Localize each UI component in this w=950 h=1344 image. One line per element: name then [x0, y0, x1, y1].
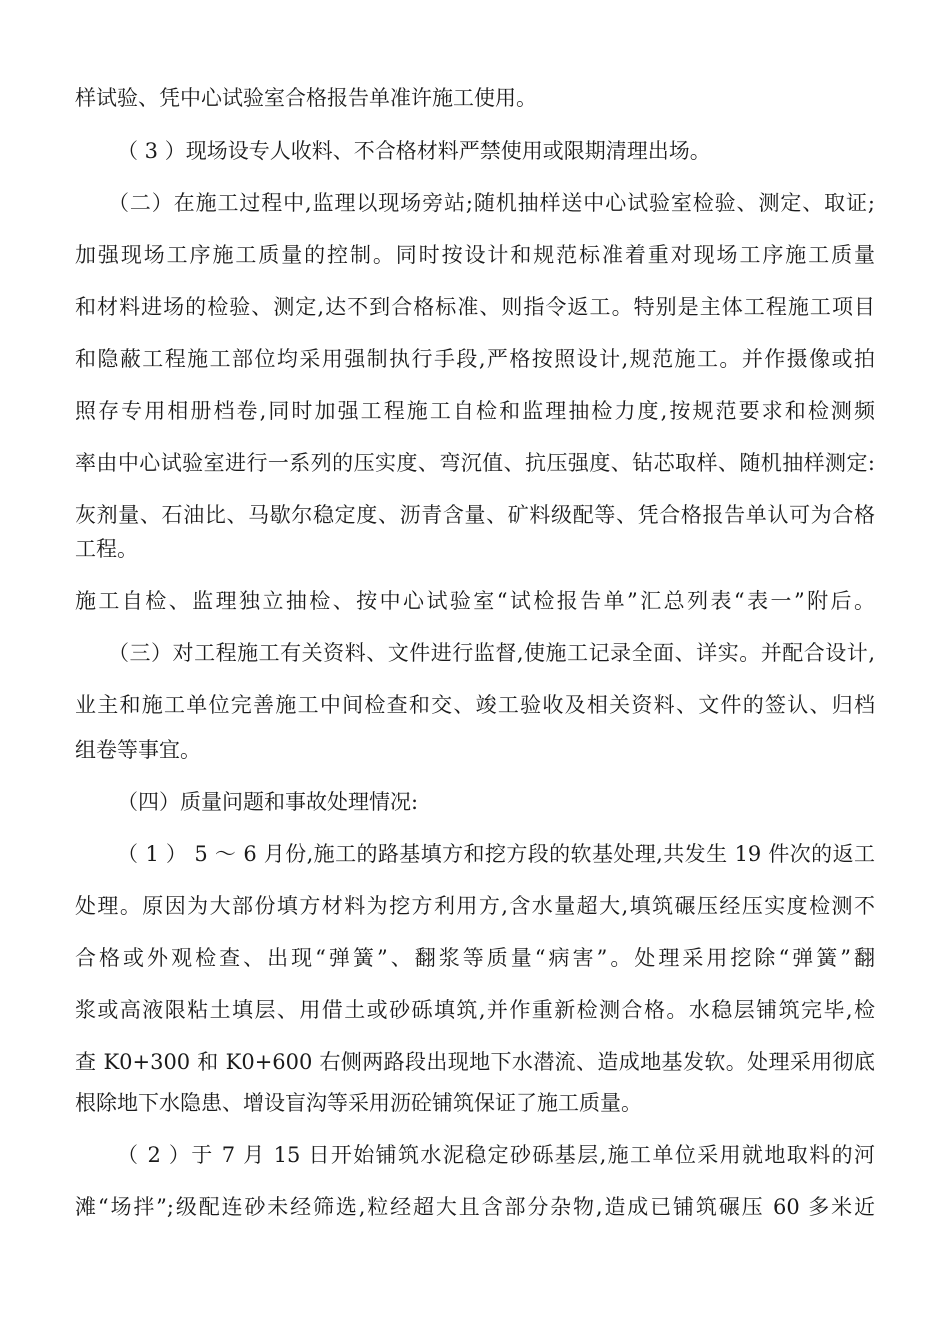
text-line-11: 施工自检、监理独立抽检、按中心试验室“试检报告单”汇总列表“表一”附后。	[75, 589, 875, 613]
text-line-6: 和隐蔽工程施工部位均采用强制执行手段,严格按照设计,规范施工。并作摄像或拍	[75, 347, 875, 371]
text-line-7: 照存专用相册档卷,同时加强工程施工自检和监理抽检力度,按规范要求和检测频	[75, 399, 875, 423]
text-line-9: 灰剂量、石油比、马歇尔稳定度、沥青含量、矿料级配等、凭合格报告单认可为合格	[75, 503, 875, 527]
text-line-13: 业主和施工单位完善施工中间检查和交、竣工验收及相关资料、文件的签认、归档	[75, 693, 875, 717]
text-line-16: （ 1 ） 5 ～ 6 月份,施工的路基填方和挖方段的软基处理,共发生 19 件次的返工	[117, 842, 875, 866]
text-line-18: 合格或外观检查、出现“弹簧”、翻浆等质量“病害”。处理采用挖除“弹簧”翻	[75, 946, 875, 970]
text-line-1: 样试验、凭中心试验室合格报告单准许施工使用。	[75, 86, 537, 110]
text-line-14: 组卷等事宜。	[75, 738, 201, 762]
text-line-19: 浆或高液限粘土填层、用借土或砂砾填筑,并作重新检测合格。水稳层铺筑完毕,检	[75, 998, 875, 1022]
text-line-22: （ 2 ）于 7 月 15 日开始铺筑水泥稳定砂砾基层,施工单位采用就地取料的河	[117, 1143, 875, 1167]
text-line-21: 根除地下水隐患、增设盲沟等采用沥砼铺筑保证了施工质量。	[75, 1091, 642, 1115]
text-line-17: 处理。原因为大部份填方材料为挖方利用方,含水量超大,填筑碾压经压实度检测不	[75, 894, 875, 918]
text-line-12: （三）对工程施工有关资料、文件进行监督,使施工记录全面、详实。并配合设计,	[108, 641, 875, 665]
text-line-23: 滩“场拌”;级配连砂未经筛选,粒经超大且含部分杂物,造成已铺筑碾压 60 多米近	[75, 1195, 875, 1219]
text-line-5: 和材料进场的检验、测定,达不到合格标准、则指令返工。特别是主体工程施工项目	[75, 295, 875, 319]
text-line-2: （ 3 ）现场设专人收料、不合格材料严禁使用或限期清理出场。	[117, 139, 711, 163]
text-line-15: （四）质量问题和事故处理情况:	[117, 790, 419, 814]
text-line-20: 查 K0+300 和 K0+600 右侧两路段出现地下水潜流、造成地基发软。处理采用彻底	[75, 1050, 875, 1074]
text-line-4: 加强现场工序施工质量的控制。同时按设计和规范标准着重对现场工序施工质量	[75, 243, 875, 267]
text-line-10: 工程。	[75, 537, 138, 561]
text-line-3: （二）在施工过程中,监理以现场旁站;随机抽样送中心试验室检验、测定、取证;	[108, 191, 875, 215]
text-line-8: 率由中心试验室进行一系列的压实度、弯沉值、抗压强度、钻芯取样、随机抽样测定:	[75, 451, 875, 475]
